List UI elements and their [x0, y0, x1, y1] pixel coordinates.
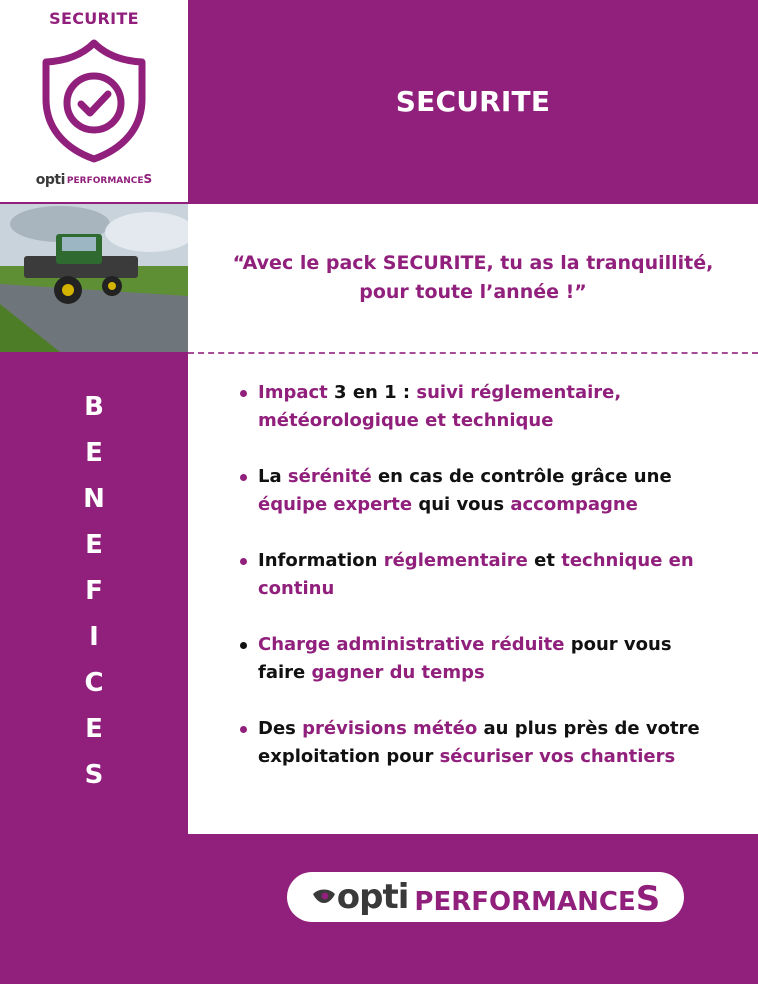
badge-brand-logo [36, 173, 152, 187]
quote-text: “Avec le pack SECURITE, tu as la tranquillité, pour toute l’année !” [232, 252, 714, 303]
page-title: SECURITE [395, 84, 551, 118]
side-letter: E [85, 530, 103, 560]
side-letter: F [85, 576, 103, 606]
benefit-item: Charge administrative réduite pour vous faire gagner du temps [238, 631, 718, 687]
bullet-icon [240, 474, 247, 481]
badge-title: SECURITE [49, 9, 139, 28]
logo-opti-text: opti [35, 172, 65, 188]
bullet-icon [240, 390, 247, 397]
logo-eye-icon [311, 886, 337, 908]
logo-performances-text: PERFORMANCES [414, 879, 661, 919]
security-badge [0, 0, 188, 202]
bullet-icon [240, 642, 247, 649]
shield-check-icon [38, 37, 150, 165]
footer-brand-logo [287, 872, 684, 922]
benefit-item: Impact 3 en 1 : suivi réglementaire, météorologique et technique [238, 379, 718, 435]
side-letter: S [84, 760, 104, 790]
bullet-icon [240, 558, 247, 565]
benefit-item: Des prévisions météo au plus près de votre exploitation pour sécuriser vos chantiers [238, 715, 718, 771]
logo-opti-text: opti [311, 880, 409, 914]
benefits-vertical-label [0, 354, 188, 834]
side-letter: I [89, 622, 99, 652]
tractor-illustration [0, 204, 188, 352]
bullet-icon [240, 726, 247, 733]
side-letter: E [85, 438, 103, 468]
page-header [188, 0, 758, 202]
side-letter: B [84, 392, 104, 422]
side-letter: N [83, 484, 105, 514]
logo-performances-text: PERFORMANCES [66, 172, 153, 186]
tractor-photo [0, 204, 188, 352]
benefit-item: La sérénité en cas de contrôle grâce une équipe experte qui vous accompagne [238, 463, 718, 519]
side-letter: E [85, 714, 103, 744]
side-letter: C [84, 668, 104, 698]
quote-panel [188, 204, 758, 354]
benefits-list [188, 354, 758, 834]
benefit-item: Information réglementaire et technique en continu [238, 547, 718, 603]
